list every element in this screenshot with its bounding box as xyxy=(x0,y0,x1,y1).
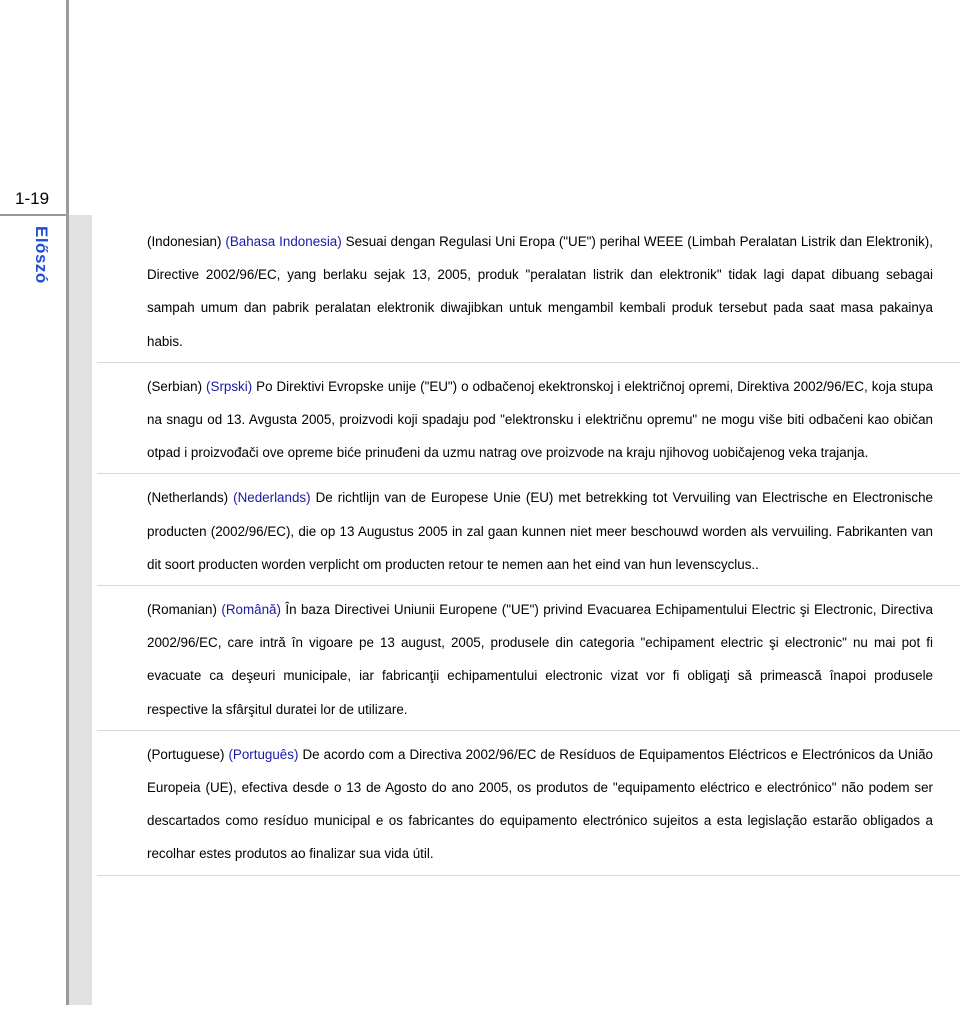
paragraph-indonesian xyxy=(147,225,933,358)
paragraph-text: De acordo com a Directiva 2002/96/EC de Resíduos de Equipamentos Eléctricos e Electrónicos da União Europeia (UE), efectiva desde o 13 de Agosto do ano 2005, os produtos de "equipamento eléctrico e electrónico" não podem ser descartados como resíduo municipal e os fabricantes do equipamento electrónico sujeitos a esta legislação estarão obligados a recolhar estes produtos ao finalizar sua vida útil. xyxy=(147,746,933,862)
language-name: (Nederlands) xyxy=(233,490,311,506)
language-name: (Português) xyxy=(228,746,299,762)
language-label: (Romanian) xyxy=(147,602,222,618)
language-label: (Portuguese) xyxy=(147,746,229,762)
paragraph-netherlands xyxy=(147,481,933,581)
language-label: (Serbian) xyxy=(147,378,207,394)
paragraph-text: În baza Directivei Uniunii Europene ("UE") privind Evacuarea Echipamentului Electric şi Electronic, Directiva 2002/96/EC, care intră în vigoare pe 13 august, 2005, produsele din categoria "echipament electric şi electronic" nu mai pot fi evacuate ca deşeuri municipale, iar fabricanţii echipamentului electronic vizat vor fi obligaţi să primească înapoi produsele respective la sfârşitul duratei lor de utilizare. xyxy=(147,602,933,717)
page-number: 1-19 xyxy=(15,189,50,208)
language-label: (Indonesian) xyxy=(147,234,226,249)
language-name: (Română) xyxy=(221,602,281,618)
paragraph-romanian xyxy=(147,593,933,726)
margin-tick xyxy=(0,214,69,216)
paragraph-divider xyxy=(147,358,933,370)
paragraph-divider xyxy=(147,469,933,481)
paragraph-portuguese xyxy=(147,738,933,871)
language-name: (Bahasa Indonesia) xyxy=(225,234,342,249)
paragraph-divider xyxy=(147,581,933,593)
language-name: (Srpski) xyxy=(206,378,253,394)
paragraph-serbian xyxy=(147,370,933,470)
content-area xyxy=(147,225,933,883)
paragraph-text: Po Direktivi Evropske unije ("EU") o odbačenoj ekektronskoj i električnoj opremi, Direktiva 2002/96/EC, koja stupa na snagu od 13. Avgusta 2005, proizvodi koji spadaju pod "elektronsku i električnu opremu" ne mogu više biti odbačeni kao običan otpad i proizvođači ove opreme biće prinuđeni da uzmu natrag ove proizvode na kraju njihovog uobičajenog veka trajanja. xyxy=(147,378,933,461)
language-label: (Netherlands) xyxy=(147,490,234,506)
chapter-title: Előszó xyxy=(32,226,51,284)
paragraph-text: Sesuai dengan Regulasi Uni Eropa ("UE") perihal WEEE (Limbah Peralatan Listrik dan Elektronik), Directive 2002/96/EC, yang berlaku sejak 13, 2005, produk "peralatan listrik dan elektronik" tidak lagi dapat dibuang sebagai sampah umum dan pabrik peralatan elektronik diwajibkan untuk mengambil kembali produk tersebut pada saat masa pakainya habis. xyxy=(147,234,933,349)
paragraph-divider xyxy=(147,871,933,883)
paragraph-divider xyxy=(147,726,933,738)
margin-line xyxy=(66,0,69,1005)
paragraph-text: De richtlijn van de Europese Unie (EU) met betrekking tot Vervuiling van Electrische en Electronische producten (2002/96/EC), die op 13 Augustus 2005 in zal gaan kunnen niet meer beschouwd worden als vervuiling. Fabrikanten van dit soort producten worden verplicht om producten retour te nemen aan het eind van hun levenscyclus.. xyxy=(147,490,933,572)
margin-band xyxy=(68,215,92,1005)
